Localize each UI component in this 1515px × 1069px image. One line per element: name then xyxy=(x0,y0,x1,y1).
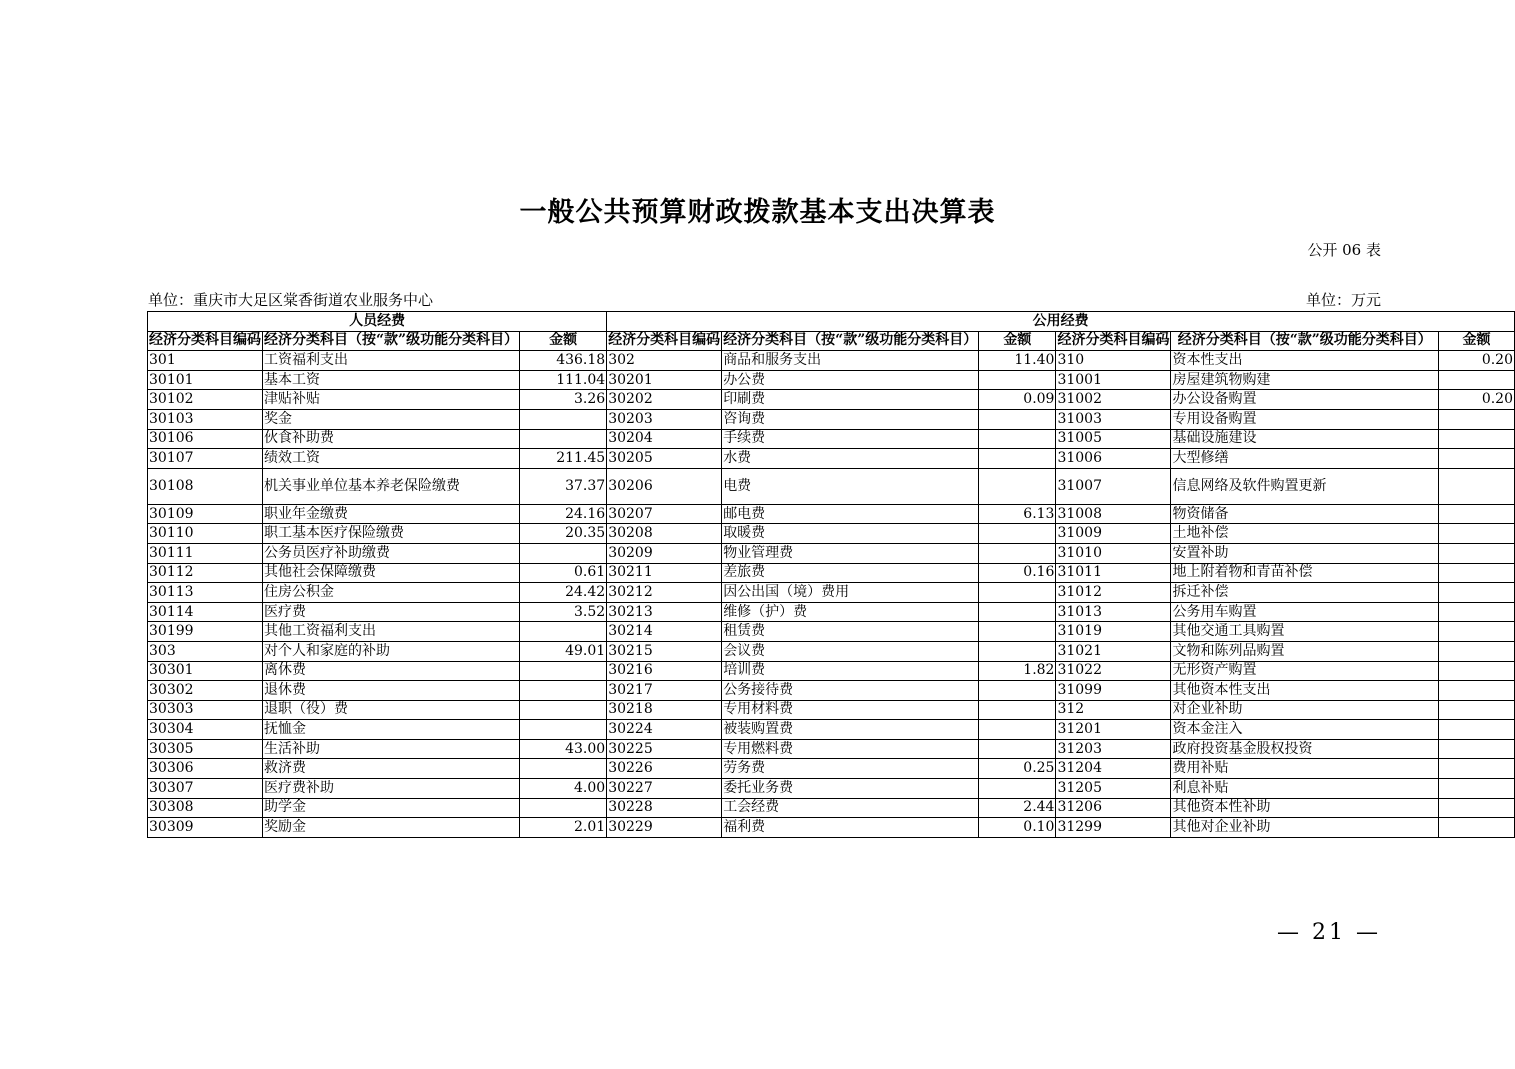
name-cell-1: 职工基本医疗保险缴费 xyxy=(263,524,520,544)
amount-cell-1 xyxy=(520,622,607,642)
header-amount-3: 金额 xyxy=(1439,331,1515,351)
code-cell-3: 31005 xyxy=(1056,429,1171,449)
amount-cell-1: 20.35 xyxy=(520,524,607,544)
name-cell-3: 房屋建筑物购建 xyxy=(1171,370,1439,390)
name-cell-1: 离休费 xyxy=(263,661,520,681)
table-row xyxy=(148,524,1515,544)
code-cell-3: 31099 xyxy=(1056,681,1171,701)
name-cell-2: 邮电费 xyxy=(722,504,979,524)
name-cell-1: 退休费 xyxy=(263,681,520,701)
header-code-2: 经济分类科目编码 xyxy=(607,331,722,351)
name-cell-2: 办公费 xyxy=(722,370,979,390)
amount-cell-1 xyxy=(520,798,607,818)
name-cell-2: 劳务费 xyxy=(722,759,979,779)
name-cell-1: 机关事业单位基本养老保险缴费 xyxy=(263,468,520,504)
code-cell-3: 31013 xyxy=(1056,602,1171,622)
amount-cell-3 xyxy=(1439,739,1515,759)
code-cell-3: 310 xyxy=(1056,351,1171,371)
header-amount-2: 金额 xyxy=(979,331,1056,351)
amount-cell-3 xyxy=(1439,622,1515,642)
amount-cell-2 xyxy=(979,583,1056,603)
amount-cell-1: 111.04 xyxy=(520,370,607,390)
code-cell-3: 31007 xyxy=(1056,468,1171,504)
name-cell-2: 手续费 xyxy=(722,429,979,449)
amount-cell-3 xyxy=(1439,524,1515,544)
name-cell-3: 信息网络及软件购置更新 xyxy=(1171,468,1439,504)
group-header-personnel: 人员经费 xyxy=(148,312,607,332)
name-cell-3: 利息补贴 xyxy=(1171,779,1439,799)
code-cell-1: 30304 xyxy=(148,720,263,740)
code-cell-2: 30208 xyxy=(607,524,722,544)
name-cell-3: 其他资本性支出 xyxy=(1171,681,1439,701)
header-name-2: 经济分类科目（按“款”级功能分类科目） xyxy=(722,331,979,351)
header-name-1: 经济分类科目（按“款”级功能分类科目） xyxy=(263,331,520,351)
code-cell-2: 30225 xyxy=(607,739,722,759)
name-cell-2: 印刷费 xyxy=(722,390,979,410)
code-cell-1: 30107 xyxy=(148,449,263,469)
code-cell-2: 30224 xyxy=(607,720,722,740)
amount-cell-2 xyxy=(979,720,1056,740)
name-cell-3: 政府投资基金股权投资 xyxy=(1171,739,1439,759)
name-cell-1: 住房公积金 xyxy=(263,583,520,603)
code-cell-1: 30102 xyxy=(148,390,263,410)
code-cell-3: 31009 xyxy=(1056,524,1171,544)
table-row xyxy=(148,798,1515,818)
code-cell-2: 30211 xyxy=(607,563,722,583)
amount-cell-1 xyxy=(520,681,607,701)
code-cell-2: 30216 xyxy=(607,661,722,681)
name-cell-2: 因公出国（境）费用 xyxy=(722,583,979,603)
code-cell-2: 30212 xyxy=(607,583,722,603)
amount-cell-1: 24.42 xyxy=(520,583,607,603)
amount-cell-3 xyxy=(1439,504,1515,524)
code-cell-2: 30207 xyxy=(607,504,722,524)
name-cell-2: 差旅费 xyxy=(722,563,979,583)
name-cell-3: 土地补偿 xyxy=(1171,524,1439,544)
page-title: 一般公共预算财政拨款基本支出决算表 xyxy=(519,197,996,228)
amount-cell-1: 24.16 xyxy=(520,504,607,524)
code-cell-1: 30112 xyxy=(148,563,263,583)
name-cell-1: 工资福利支出 xyxy=(263,351,520,371)
name-cell-1: 职业年金缴费 xyxy=(263,504,520,524)
name-cell-1: 奖金 xyxy=(263,409,520,429)
amount-cell-2 xyxy=(979,602,1056,622)
code-cell-3: 31012 xyxy=(1056,583,1171,603)
name-cell-3: 办公设备购置 xyxy=(1171,390,1439,410)
code-cell-1: 30106 xyxy=(148,429,263,449)
name-cell-1: 退职（役）费 xyxy=(263,700,520,720)
name-cell-2: 物业管理费 xyxy=(722,543,979,563)
name-cell-3: 物资储备 xyxy=(1171,504,1439,524)
amount-cell-3 xyxy=(1439,681,1515,701)
header-code-3: 经济分类科目编码 xyxy=(1056,331,1171,351)
code-cell-3: 31299 xyxy=(1056,818,1171,838)
currency-unit: 单位：万元 xyxy=(1305,291,1381,309)
amount-cell-2 xyxy=(979,429,1056,449)
amount-cell-2 xyxy=(979,641,1056,661)
name-cell-3: 拆迁补偿 xyxy=(1171,583,1439,603)
code-cell-1: 30305 xyxy=(148,739,263,759)
name-cell-1: 生活补助 xyxy=(263,739,520,759)
name-cell-2: 委托业务费 xyxy=(722,779,979,799)
code-cell-1: 30307 xyxy=(148,779,263,799)
expenditure-table xyxy=(147,311,1515,838)
code-cell-1: 30108 xyxy=(148,468,263,504)
code-cell-2: 30206 xyxy=(607,468,722,504)
name-cell-2: 被装购置费 xyxy=(722,720,979,740)
name-cell-1: 对个人和家庭的补助 xyxy=(263,641,520,661)
code-cell-2: 30202 xyxy=(607,390,722,410)
code-cell-1: 30101 xyxy=(148,370,263,390)
code-cell-1: 30109 xyxy=(148,504,263,524)
amount-cell-2 xyxy=(979,622,1056,642)
name-cell-1: 其他社会保障缴费 xyxy=(263,563,520,583)
name-cell-2: 维修（护）费 xyxy=(722,602,979,622)
amount-cell-3 xyxy=(1439,409,1515,429)
code-cell-1: 30114 xyxy=(148,602,263,622)
name-cell-1: 医疗费 xyxy=(263,602,520,622)
code-cell-3: 31022 xyxy=(1056,661,1171,681)
table-row xyxy=(148,661,1515,681)
table-row xyxy=(148,779,1515,799)
name-cell-2: 取暖费 xyxy=(722,524,979,544)
code-cell-2: 30204 xyxy=(607,429,722,449)
code-cell-1: 30306 xyxy=(148,759,263,779)
table-row xyxy=(148,543,1515,563)
table-row xyxy=(148,370,1515,390)
table-row xyxy=(148,563,1515,583)
group-header-public: 公用经费 xyxy=(607,312,1515,332)
name-cell-3: 基础设施建设 xyxy=(1171,429,1439,449)
amount-cell-1 xyxy=(520,409,607,429)
amount-cell-1 xyxy=(520,543,607,563)
amount-cell-2 xyxy=(979,681,1056,701)
amount-cell-2: 11.40 xyxy=(979,351,1056,371)
name-cell-3: 文物和陈列品购置 xyxy=(1171,641,1439,661)
code-cell-3: 31203 xyxy=(1056,739,1171,759)
table-row xyxy=(148,409,1515,429)
amount-cell-3 xyxy=(1439,720,1515,740)
amount-cell-2: 0.25 xyxy=(979,759,1056,779)
code-cell-3: 31002 xyxy=(1056,390,1171,410)
amount-cell-2: 0.16 xyxy=(979,563,1056,583)
name-cell-3: 其他对企业补助 xyxy=(1171,818,1439,838)
code-cell-3: 312 xyxy=(1056,700,1171,720)
code-cell-2: 30203 xyxy=(607,409,722,429)
name-cell-3: 大型修缮 xyxy=(1171,449,1439,469)
code-cell-2: 30227 xyxy=(607,779,722,799)
code-cell-2: 302 xyxy=(607,351,722,371)
name-cell-2: 福利费 xyxy=(722,818,979,838)
name-cell-3: 安置补助 xyxy=(1171,543,1439,563)
name-cell-3: 其他交通工具购置 xyxy=(1171,622,1439,642)
code-cell-2: 30228 xyxy=(607,798,722,818)
code-cell-1: 30199 xyxy=(148,622,263,642)
code-cell-3: 31003 xyxy=(1056,409,1171,429)
unit-name: 单位：重庆市大足区棠香街道农业服务中心 xyxy=(148,291,434,309)
amount-cell-1 xyxy=(520,720,607,740)
amount-cell-3 xyxy=(1439,759,1515,779)
amount-cell-1: 2.01 xyxy=(520,818,607,838)
code-cell-2: 30213 xyxy=(607,602,722,622)
name-cell-1: 公务员医疗补助缴费 xyxy=(263,543,520,563)
header-amount-1: 金额 xyxy=(520,331,607,351)
code-cell-2: 30226 xyxy=(607,759,722,779)
name-cell-2: 工会经费 xyxy=(722,798,979,818)
amount-cell-2 xyxy=(979,700,1056,720)
name-cell-2: 商品和服务支出 xyxy=(722,351,979,371)
amount-cell-2: 1.82 xyxy=(979,661,1056,681)
name-cell-2: 专用燃料费 xyxy=(722,739,979,759)
code-cell-1: 30309 xyxy=(148,818,263,838)
code-cell-1: 30111 xyxy=(148,543,263,563)
table-row xyxy=(148,449,1515,469)
name-cell-3: 地上附着物和青苗补偿 xyxy=(1171,563,1439,583)
code-cell-3: 31201 xyxy=(1056,720,1171,740)
code-cell-2: 30205 xyxy=(607,449,722,469)
amount-cell-2 xyxy=(979,468,1056,504)
amount-cell-1: 3.26 xyxy=(520,390,607,410)
header-name-3: 经济分类科目（按“款”级功能分类科目） xyxy=(1171,331,1439,351)
amount-cell-1 xyxy=(520,759,607,779)
amount-cell-1: 0.61 xyxy=(520,563,607,583)
name-cell-3: 公务用车购置 xyxy=(1171,602,1439,622)
name-cell-2: 水费 xyxy=(722,449,979,469)
amount-cell-3: 0.20 xyxy=(1439,351,1515,371)
amount-cell-1: 436.18 xyxy=(520,351,607,371)
code-cell-1: 30113 xyxy=(148,583,263,603)
form-number: 公开 06 表 xyxy=(1307,241,1381,259)
amount-cell-1 xyxy=(520,700,607,720)
table-row xyxy=(148,759,1515,779)
name-cell-2: 培训费 xyxy=(722,661,979,681)
table-row xyxy=(148,720,1515,740)
amount-cell-3 xyxy=(1439,563,1515,583)
table-row xyxy=(148,622,1515,642)
name-cell-3: 资本金注入 xyxy=(1171,720,1439,740)
amount-cell-3 xyxy=(1439,602,1515,622)
amount-cell-2 xyxy=(979,409,1056,429)
name-cell-1: 绩效工资 xyxy=(263,449,520,469)
name-cell-1: 伙食补助费 xyxy=(263,429,520,449)
code-cell-2: 30217 xyxy=(607,681,722,701)
amount-cell-3 xyxy=(1439,370,1515,390)
table-row xyxy=(148,429,1515,449)
amount-cell-2 xyxy=(979,739,1056,759)
name-cell-1: 抚恤金 xyxy=(263,720,520,740)
code-cell-3: 31010 xyxy=(1056,543,1171,563)
header-code-1: 经济分类科目编码 xyxy=(148,331,263,351)
code-cell-1: 301 xyxy=(148,351,263,371)
name-cell-1: 奖励金 xyxy=(263,818,520,838)
amount-cell-1 xyxy=(520,429,607,449)
table-row xyxy=(148,583,1515,603)
code-cell-3: 31205 xyxy=(1056,779,1171,799)
table-row xyxy=(148,351,1515,371)
amount-cell-2 xyxy=(979,543,1056,563)
code-cell-3: 31011 xyxy=(1056,563,1171,583)
table-row xyxy=(148,739,1515,759)
code-cell-2: 30214 xyxy=(607,622,722,642)
code-cell-3: 31206 xyxy=(1056,798,1171,818)
amount-cell-3 xyxy=(1439,449,1515,469)
amount-cell-1: 211.45 xyxy=(520,449,607,469)
amount-cell-3 xyxy=(1439,543,1515,563)
table-row xyxy=(148,641,1515,661)
code-cell-1: 30302 xyxy=(148,681,263,701)
name-cell-2: 公务接待费 xyxy=(722,681,979,701)
amount-cell-3 xyxy=(1439,429,1515,449)
code-cell-1: 30308 xyxy=(148,798,263,818)
code-cell-2: 30215 xyxy=(607,641,722,661)
code-cell-3: 31021 xyxy=(1056,641,1171,661)
code-cell-1: 30103 xyxy=(148,409,263,429)
table-row xyxy=(148,681,1515,701)
amount-cell-2: 0.10 xyxy=(979,818,1056,838)
amount-cell-2 xyxy=(979,449,1056,469)
amount-cell-2 xyxy=(979,524,1056,544)
amount-cell-1: 3.52 xyxy=(520,602,607,622)
name-cell-3: 专用设备购置 xyxy=(1171,409,1439,429)
amount-cell-3: 0.20 xyxy=(1439,390,1515,410)
name-cell-3: 费用补贴 xyxy=(1171,759,1439,779)
name-cell-2: 咨询费 xyxy=(722,409,979,429)
table-row xyxy=(148,602,1515,622)
amount-cell-3 xyxy=(1439,818,1515,838)
amount-cell-3 xyxy=(1439,468,1515,504)
code-cell-2: 30229 xyxy=(607,818,722,838)
table-row xyxy=(148,700,1515,720)
name-cell-1: 救济费 xyxy=(263,759,520,779)
code-cell-1: 30303 xyxy=(148,700,263,720)
code-cell-1: 30110 xyxy=(148,524,263,544)
name-cell-3: 无形资产购置 xyxy=(1171,661,1439,681)
code-cell-2: 30209 xyxy=(607,543,722,563)
amount-cell-2 xyxy=(979,370,1056,390)
code-cell-1: 30301 xyxy=(148,661,263,681)
name-cell-2: 专用材料费 xyxy=(722,700,979,720)
code-cell-3: 31001 xyxy=(1056,370,1171,390)
name-cell-1: 其他工资福利支出 xyxy=(263,622,520,642)
name-cell-3: 对企业补助 xyxy=(1171,700,1439,720)
name-cell-3: 资本性支出 xyxy=(1171,351,1439,371)
amount-cell-3 xyxy=(1439,798,1515,818)
amount-cell-3 xyxy=(1439,779,1515,799)
amount-cell-2: 0.09 xyxy=(979,390,1056,410)
code-cell-2: 30201 xyxy=(607,370,722,390)
code-cell-3: 31008 xyxy=(1056,504,1171,524)
name-cell-3: 其他资本性补助 xyxy=(1171,798,1439,818)
code-cell-3: 31006 xyxy=(1056,449,1171,469)
amount-cell-1: 49.01 xyxy=(520,641,607,661)
amount-cell-2: 6.13 xyxy=(979,504,1056,524)
name-cell-1: 医疗费补助 xyxy=(263,779,520,799)
code-cell-3: 31019 xyxy=(1056,622,1171,642)
name-cell-2: 电费 xyxy=(722,468,979,504)
amount-cell-1: 37.37 xyxy=(520,468,607,504)
table-row xyxy=(148,504,1515,524)
code-cell-2: 30218 xyxy=(607,700,722,720)
name-cell-1: 基本工资 xyxy=(263,370,520,390)
amount-cell-1 xyxy=(520,661,607,681)
table-row xyxy=(148,390,1515,410)
amount-cell-2 xyxy=(979,779,1056,799)
amount-cell-3 xyxy=(1439,700,1515,720)
amount-cell-3 xyxy=(1439,661,1515,681)
name-cell-2: 会议费 xyxy=(722,641,979,661)
name-cell-1: 助学金 xyxy=(263,798,520,818)
name-cell-2: 租赁费 xyxy=(722,622,979,642)
amount-cell-1: 4.00 xyxy=(520,779,607,799)
amount-cell-1: 43.00 xyxy=(520,739,607,759)
amount-cell-2: 2.44 xyxy=(979,798,1056,818)
table-row xyxy=(148,468,1515,504)
amount-cell-3 xyxy=(1439,583,1515,603)
code-cell-1: 303 xyxy=(148,641,263,661)
table-body xyxy=(148,351,1515,838)
page-number: — 21 — xyxy=(1277,920,1381,945)
amount-cell-3 xyxy=(1439,641,1515,661)
code-cell-3: 31204 xyxy=(1056,759,1171,779)
name-cell-1: 津贴补贴 xyxy=(263,390,520,410)
table-row xyxy=(148,818,1515,838)
